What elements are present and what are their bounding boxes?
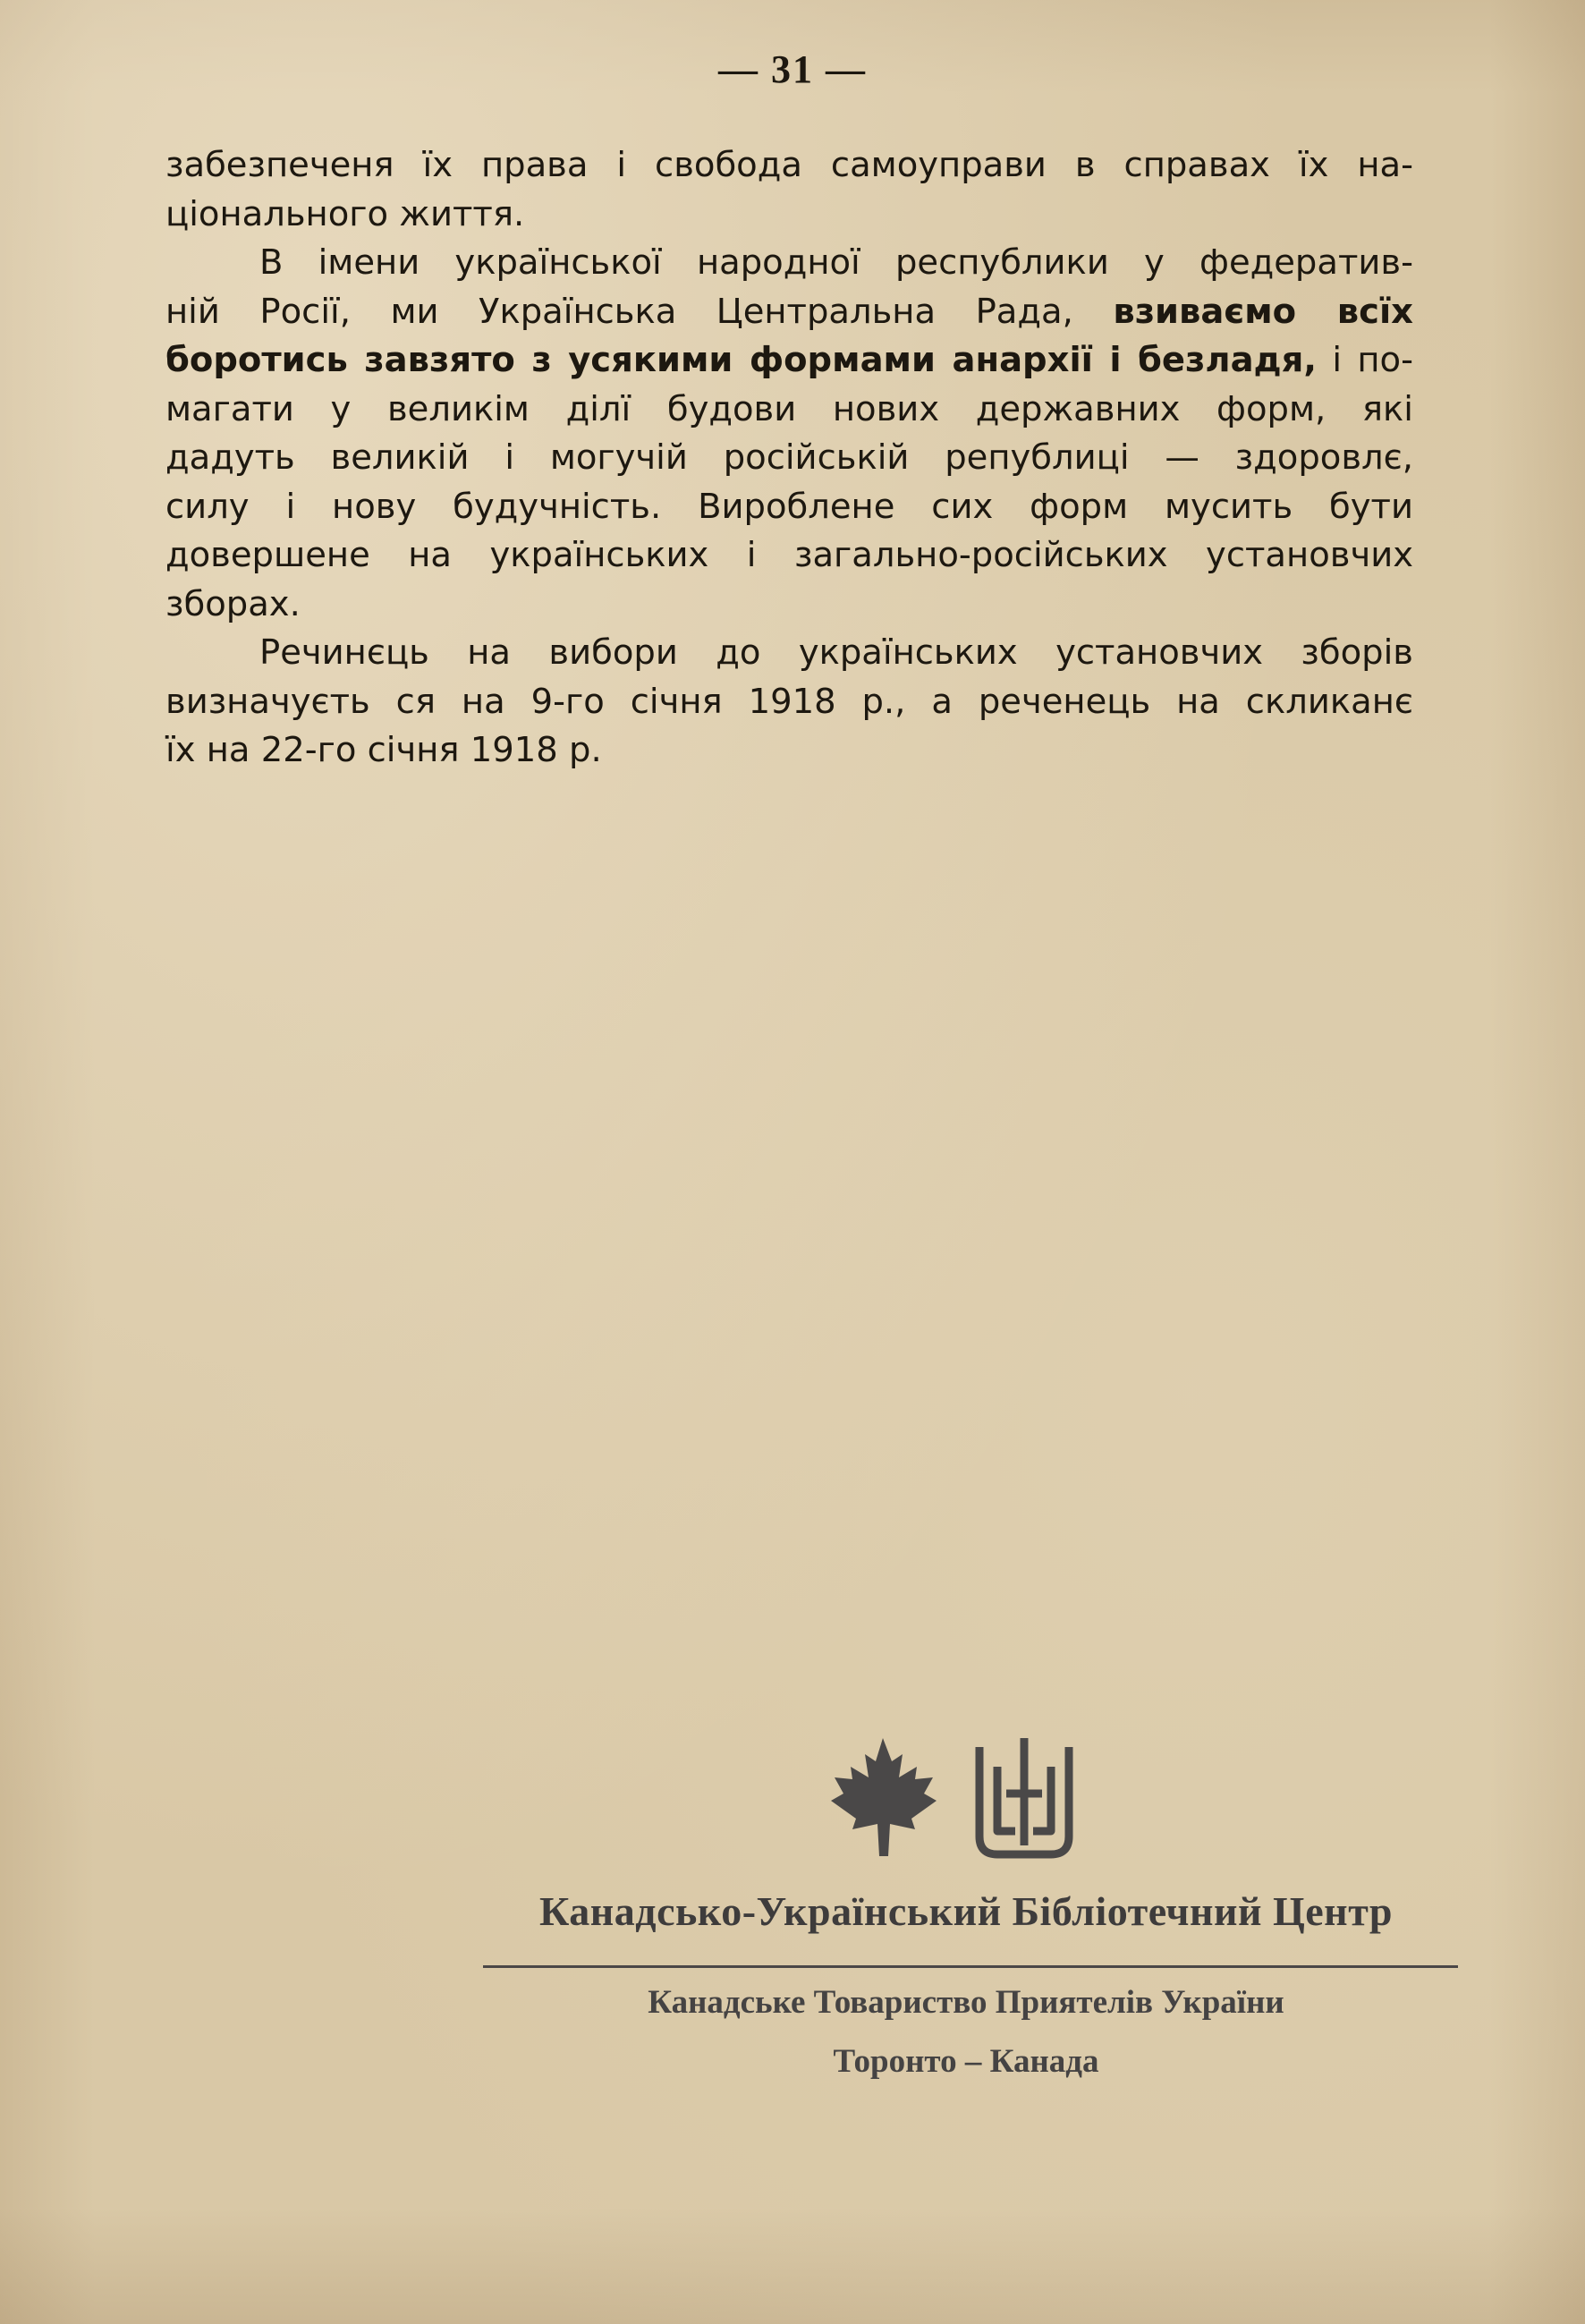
stamp-city: Торонто – Канада [833,2043,1099,2080]
text-line: зборах. [165,583,301,624]
text-line: магати у великім ділї будови нових державних форм, які [165,388,1413,429]
maple-leaf-icon [831,1738,937,1856]
stamp-emblems [827,1731,1096,1865]
text-line: довершене на українських і загально-російських установчих [165,535,1413,575]
text-line [165,336,1413,386]
bold-text: боротись завзято з усякими формами анархії і безладя, [165,340,1318,380]
text-line: силу і нову будучність. Вироблене сих форм мусить бути [165,486,1413,527]
text-line: В імени української народної республики у федератив- [259,242,1413,283]
document-body [165,141,1413,776]
trident-icon [979,1738,1069,1854]
text-segment: ній Росії, ми Українська Центральна Рада, [165,291,1073,332]
text-segment: і по- [1332,340,1413,380]
text-line [165,288,1413,337]
stamp-subtitle: Канадське Товариство Приятелів України [648,1984,1284,2021]
text-line: ціонального життя. [165,193,525,234]
text-line: забезпеченя їх права і свобода самоуправи в справах їх на- [165,145,1413,185]
text-line: їх на 22-го січня 1918 р. [165,730,602,770]
stamp-title: Канадсько-Український Бібліотечний Центр [539,1888,1393,1934]
text-line: визначуєть ся на 9-го січня 1918 р., а реченець на скликанє [165,681,1413,722]
text-line: дадуть великій і могучій російській републиці — здоровлє, [165,437,1413,478]
text-line: Речинєць на вибори до українських установчих зборів [259,632,1413,673]
bold-text: взиваємо всїх [1113,291,1413,332]
page-number: — 31 — [718,47,867,91]
library-stamp [474,1731,1458,2089]
stamp-divider [483,1965,1458,1968]
